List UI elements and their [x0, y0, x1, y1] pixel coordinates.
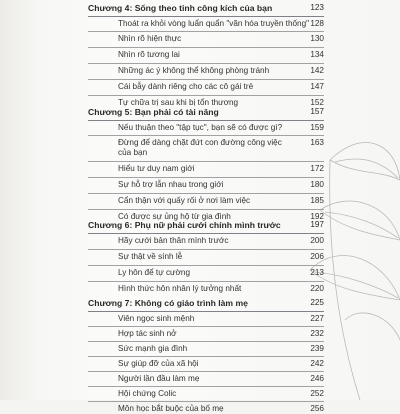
toc-row	[88, 135, 324, 161]
toc-row	[88, 326, 324, 341]
toc-entry-title: Người lần đầu làm mẹ	[118, 374, 200, 383]
toc-entry-title: Hãy cưới bản thân mình trước	[118, 236, 229, 245]
chapter-heading	[88, 217, 324, 233]
toc-entry-title: Thoát ra khỏi vòng luẩn quẩn "văn hóa truyền thống"	[118, 19, 310, 28]
toc-entry-page: 256	[310, 404, 324, 413]
toc-row	[88, 386, 324, 401]
toc-entry-page: 206	[310, 252, 324, 261]
toc-entry-page: 242	[310, 359, 324, 368]
toc-entry-page: 134	[310, 50, 324, 59]
toc-entry-page: 200	[310, 236, 324, 245]
toc-entry-page: 232	[310, 329, 324, 338]
toc-entry-title: Tự chữa trị sau khi bị tổn thương	[118, 98, 239, 107]
toc-entry-page: 142	[310, 66, 324, 75]
toc-entry-title: Hình thức hôn nhân lý tưởng nhất	[118, 284, 242, 293]
chapter-title: Chương 4: Sống theo tinh công kích của bạn	[88, 3, 273, 13]
toc-entry-title: Nhìn rõ tương lai	[118, 50, 180, 59]
toc-entry-title: Những ác ý không thể không phòng tránh	[118, 66, 270, 75]
toc-entry-title: Nhìn rõ hiện thực	[118, 34, 182, 43]
toc-entry-page: 227	[310, 314, 324, 323]
toc-entry-page: 163	[310, 138, 324, 147]
chapter-title: Chương 5: Bạn phải có tài năng	[88, 107, 219, 117]
toc-entry-title: Đừng để dàng chặt đứt con đường công việc của bạn	[118, 138, 282, 157]
toc-entry-title: Cái bẫy dành riêng cho các cô gái trẻ	[118, 82, 254, 91]
toc-row	[88, 249, 324, 265]
chapter-title: Chương 7: Không có giáo trình làm mẹ	[88, 298, 248, 308]
toc-row	[88, 401, 324, 414]
toc-row	[88, 341, 324, 356]
toc-row	[88, 311, 324, 326]
chapter-5	[88, 104, 328, 225]
toc-entry-title: Sức mạnh gia đình	[118, 344, 188, 353]
toc-entry-title: Sự hỗ trợ lẫn nhau trong giới	[118, 180, 224, 189]
toc-row	[88, 120, 324, 135]
toc-row	[88, 233, 324, 249]
toc-entry-page: 172	[310, 164, 324, 173]
chapter-page: 225	[310, 298, 324, 307]
toc-row	[88, 356, 324, 371]
toc-row	[88, 31, 324, 47]
toc-entry-title: Hội chứng Colic	[118, 389, 177, 398]
chapter-6	[88, 217, 328, 297]
toc-row	[88, 63, 324, 79]
chapter-heading	[88, 0, 324, 16]
toc-entry-title: Môn học bắt buộc của bố mẹ	[118, 404, 224, 413]
toc-entry-page: 128	[310, 19, 324, 28]
toc-entry-page: 130	[310, 34, 324, 43]
chapter-heading	[88, 104, 324, 120]
toc-entry-page: 185	[310, 196, 324, 205]
toc-row	[88, 16, 324, 31]
toc-row	[88, 161, 324, 177]
toc-entry-title: Sự giúp đỡ của xã hội	[118, 359, 199, 368]
toc-entry-page: 213	[310, 268, 324, 277]
toc-entry-page: 152	[310, 98, 324, 107]
chapter-page: 157	[310, 107, 324, 116]
chapter-title: Chương 6: Phụ nữ phải cưới chính mình trước	[88, 220, 281, 230]
toc-entry-page: 147	[310, 82, 324, 91]
toc-entry-page: 239	[310, 344, 324, 353]
toc-entry-page: 252	[310, 389, 324, 398]
toc-entry-page: 220	[310, 284, 324, 293]
chapter-7	[88, 295, 328, 414]
toc-row	[88, 265, 324, 281]
toc-row	[88, 371, 324, 386]
toc-entry-page: 192	[310, 212, 324, 221]
toc-entry-page: 246	[310, 374, 324, 383]
toc-entry-title: Có được sự ủng hộ từ gia đình	[118, 212, 231, 221]
toc-entry-title: Nếu thuận theo "tập tục", bạn sẽ có được gì?	[118, 123, 283, 132]
toc-row	[88, 47, 324, 63]
chapter-page: 197	[310, 220, 324, 229]
toc-entry-page: 180	[310, 180, 324, 189]
toc-row	[88, 193, 324, 209]
toc-row	[88, 177, 324, 193]
toc-entry-title: Hiểu tư duy nam giới	[118, 164, 195, 173]
table-of-contents	[88, 0, 328, 413]
toc-entry-title: Viên ngọc sinh mệnh	[118, 314, 195, 323]
toc-entry-title: Sự thật về sính lễ	[118, 252, 183, 261]
toc-entry-page: 159	[310, 123, 324, 132]
toc-entry-title: Cẩn thận với quấy rối ở nơi làm việc	[118, 196, 251, 205]
toc-row	[88, 79, 324, 95]
chapter-4	[88, 0, 328, 111]
chapter-page: 123	[310, 3, 324, 12]
chapter-heading	[88, 295, 324, 311]
toc-entry-title: Ly hôn để tự cường	[118, 268, 191, 277]
toc-entry-title: Hợp tác sinh nở	[118, 329, 177, 338]
